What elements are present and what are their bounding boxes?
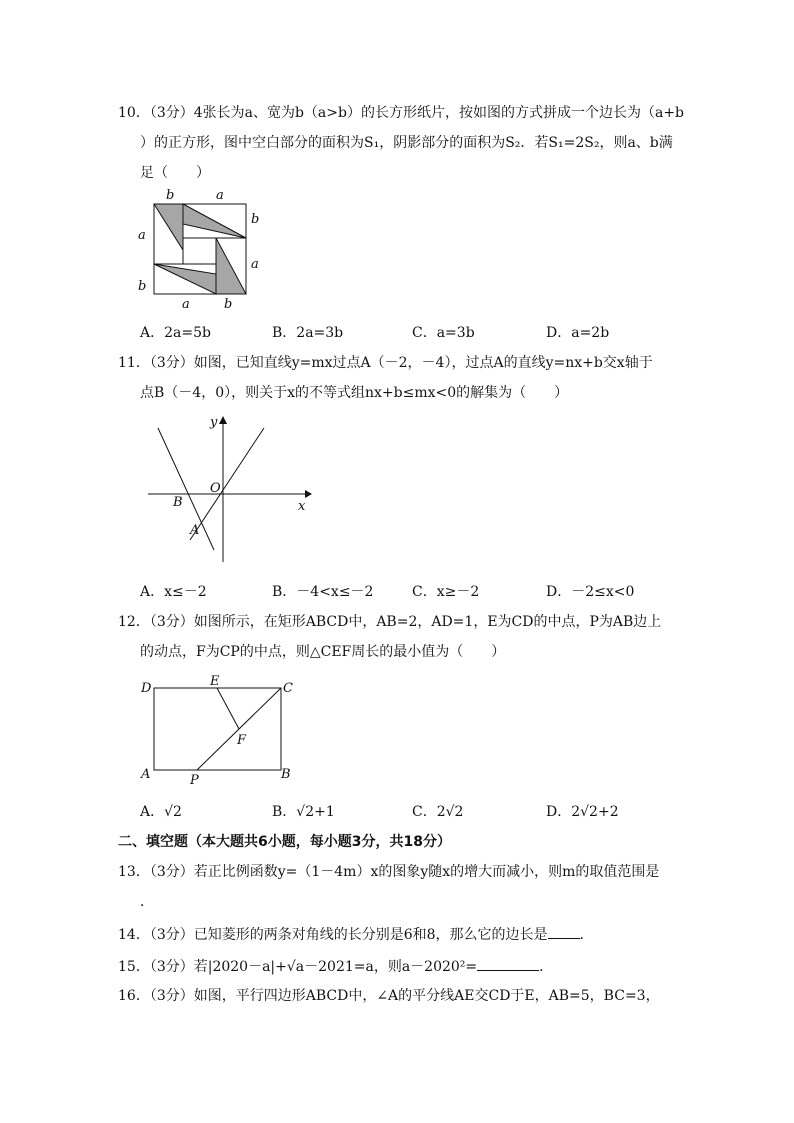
shaded-triangle-4 bbox=[154, 264, 216, 294]
label-a-left: a bbox=[138, 228, 146, 243]
q10-option-c[interactable]: C．a=3b bbox=[412, 325, 475, 341]
q12-option-b[interactable]: B．√2+1 bbox=[272, 804, 335, 820]
label-b-bottom: b bbox=[224, 297, 233, 312]
q10-line2: ）的正方形，图中空白部分的面积为S₁，阴影部分的面积为S₂．若S₁=2S₂，则a、b满 bbox=[140, 135, 673, 151]
label-a-top: a bbox=[216, 188, 224, 203]
q12-line2: 的动点，F为CP的中点，则△CEF周长的最小值为（ ） bbox=[140, 644, 506, 660]
label-A: A bbox=[141, 767, 151, 782]
q12-option-c[interactable]: C．2√2 bbox=[412, 804, 464, 820]
label-F: F bbox=[237, 733, 247, 748]
label-b-right: b bbox=[251, 212, 260, 227]
label-E: E bbox=[210, 674, 220, 689]
label-P: P bbox=[190, 773, 199, 788]
q14-answer-blank[interactable] bbox=[548, 924, 580, 939]
q13-line2: ． bbox=[140, 894, 154, 910]
q11-option-d[interactable]: D．－2≤x<0 bbox=[546, 584, 635, 600]
q10-line1: 10．（3分）4张长为a、宽为b（a>b）的长方形纸片，按如图的方式拼成一个边长为（a+b bbox=[118, 105, 685, 121]
x-axis-arrow bbox=[305, 490, 312, 498]
q14-text: 14．（3分）已知菱形的两条对角线的长分别是6和8，那么它的边长是 bbox=[118, 927, 548, 943]
label-b-left: b bbox=[138, 279, 147, 294]
label-a-right: a bbox=[251, 257, 259, 272]
q11-option-c[interactable]: C．x≥－2 bbox=[412, 584, 480, 600]
q14-end: ． bbox=[579, 927, 594, 943]
shaded-triangle-2 bbox=[183, 204, 246, 238]
q15-answer-blank[interactable] bbox=[477, 956, 539, 971]
q11-option-a[interactable]: A．x≤－2 bbox=[140, 584, 207, 600]
q15-text: 15．（3分）若|2020－a|+√a－2021=a，则a－2020²= bbox=[118, 959, 478, 975]
label-B: B bbox=[281, 767, 291, 782]
q12-option-d[interactable]: D．2√2+2 bbox=[546, 804, 619, 820]
label-a-bottom: a bbox=[182, 297, 190, 312]
line-nx-b bbox=[158, 428, 214, 550]
rectangle-ABCD bbox=[154, 688, 281, 770]
label-O: O bbox=[210, 481, 221, 496]
shaded-triangle-3 bbox=[216, 238, 246, 294]
q11-line1: 11．（3分）如图，已知直线y=mx过点A（－2，－4），过点A的直线y=nx+b交x轴于 bbox=[118, 355, 653, 371]
q13-line1: 13．（3分）若正比例函数y=（1－4m）x的图象y随x的增大而减小，则m的取值范围是 bbox=[118, 864, 660, 880]
q16-line1: 16．（3分）如图，平行四边形ABCD中，∠A的平分线AE交CD于E，AB=5，BC=3， bbox=[118, 988, 660, 1004]
label-y: y bbox=[210, 415, 218, 430]
q12-line1: 12．（3分）如图所示，在矩形ABCD中，AB=2，AD=1，E为CD的中点，P为AB边上 bbox=[118, 614, 662, 630]
q12-rectangle-figure bbox=[135, 672, 305, 790]
label-D: D bbox=[141, 681, 152, 696]
q15-line bbox=[118, 956, 553, 977]
q11-line2: 点B（－4，0），则关于x的不等式组nx+b≤mx<0的解集为（ ） bbox=[140, 385, 569, 401]
q10-square-figure bbox=[130, 184, 265, 312]
q11-coordinate-figure bbox=[140, 410, 315, 570]
y-axis-arrow bbox=[219, 416, 227, 424]
label-b-top: b bbox=[166, 188, 175, 203]
line-mx bbox=[190, 428, 264, 540]
shaded-triangle-1 bbox=[154, 204, 183, 250]
q10-option-d[interactable]: D．a=2b bbox=[546, 325, 610, 341]
q12-option-a[interactable]: A．√2 bbox=[140, 804, 182, 820]
q10-option-a[interactable]: A．2a=5b bbox=[140, 325, 211, 341]
q15-end: ． bbox=[539, 959, 554, 975]
q10-option-b[interactable]: B．2a=3b bbox=[272, 325, 344, 341]
q10-line3: 足（ ） bbox=[140, 165, 210, 181]
label-B: B bbox=[173, 495, 183, 510]
section-fill-in-heading: 二、填空题（本大题共6小题，每小题3分，共18分） bbox=[118, 834, 451, 850]
q11-option-b[interactable]: B．－4<x≤－2 bbox=[272, 584, 374, 600]
label-A: A bbox=[190, 523, 200, 538]
segment-EF bbox=[217, 688, 239, 729]
label-x: x bbox=[298, 499, 306, 514]
q14-line bbox=[118, 924, 594, 945]
label-C: C bbox=[283, 681, 293, 696]
